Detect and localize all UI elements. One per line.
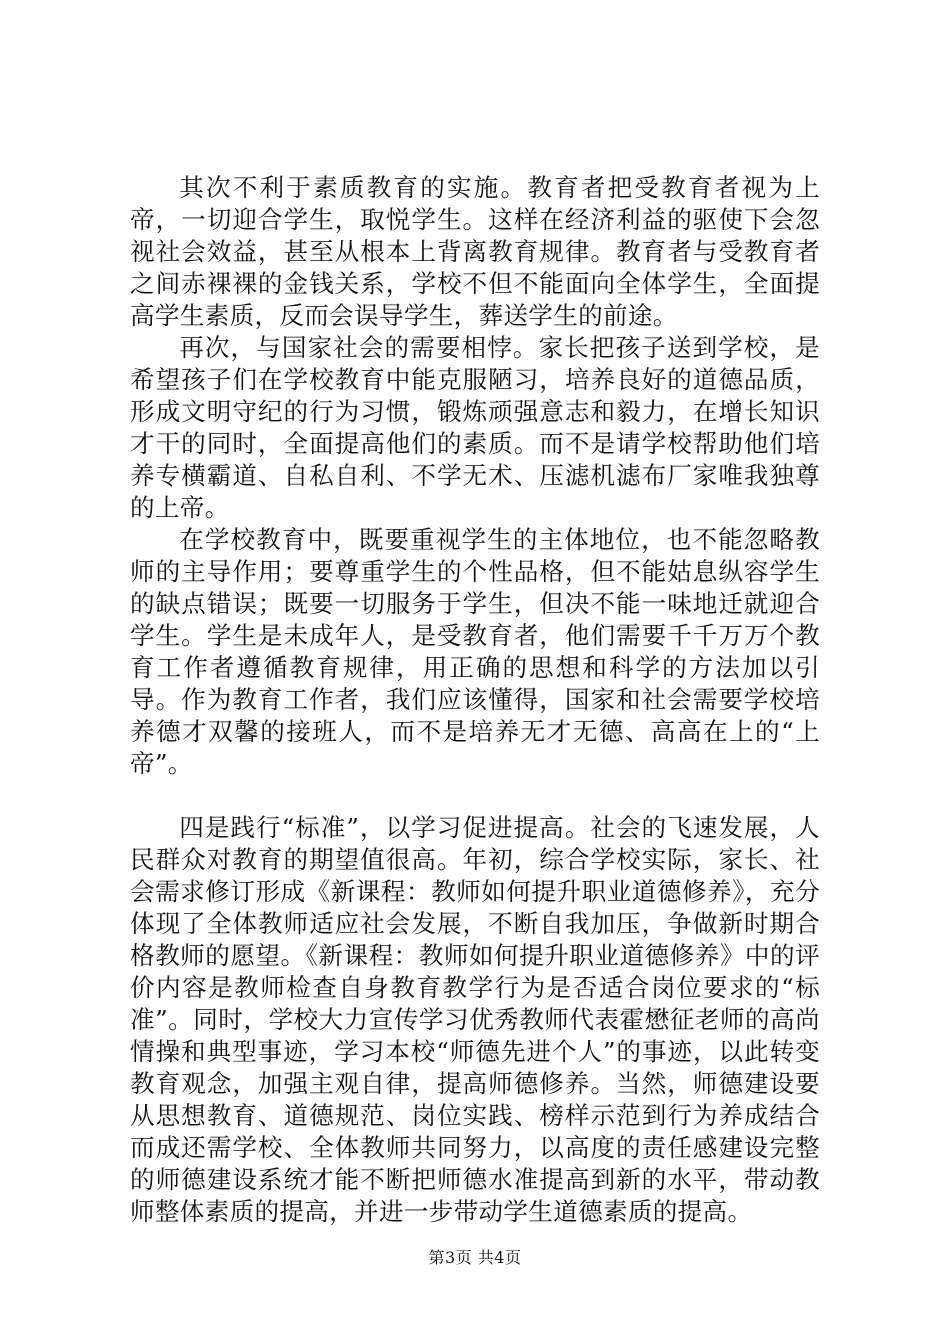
paragraph-4: 四是践行“标准”，以学习促进提高。社会的飞速发展，人民群众对教育的期望值很高。年初，综合学校实际，家长、社会需求修订形成《新课程：教师如何提升职业道德修养》，充分体现了全体教师适应社会发展，不断自我加压，争做新时期合格教师的愿望。《新课程：教师如何提升职业道德修养》中的评价内容是教师检查自身教育教学行为是否适合岗位要求的“标准”。同时，学校大力宣传学习优秀教师代表霍懋征老师的高尚情操和典型事迹，学习本校“师德先进个人”的事迹，以此转变教育观念，加强主观自律，提高师德修养。当然，师德建设要从思想教育、道德规范、岗位实践、榜样示范到行为养成结合而成还需学校、全体教师共同努力，以高度的责任感建设完整的师德建设系统才能不断把师德水准提高到新的水平，带动教师整体素质的提高，并进一步带动学生道德素质的提高。	[130, 813, 820, 1226]
document-body	[130, 172, 820, 1228]
paragraph-spacer	[130, 780, 820, 812]
paragraph-2: 再次，与国家社会的需要相悖。家长把孩子送到学校，是希望孩子们在学校教育中能克服陋习，培养良好的道德品质，形成文明守纪的行为习惯，锻炼顽强意志和毅力，在增长知识才干的同时，全面提高他们的素质。而不是请学校帮助他们培养专横霸道、自私自利、不学无术、压滤机滤布厂家唯我独尊的上帝。	[130, 333, 820, 522]
page-number-footer: 第3页 共4页	[428, 1248, 522, 1267]
paragraph-3: 在学校教育中，既要重视学生的主体地位，也不能忽略教师的主导作用；要尊重学生的个性品格，但不能姑息纵容学生的缺点错误；既要一切服务于学生，但决不能一味地迁就迎合学生。学生是未成年人，是受教育者，他们需要千千万万个教育工作者遵循教育规律，用正确的思想和科学的方法加以引导。作为教育工作者，我们应该懂得，国家和社会需要学校培养德才双馨的接班人，而不是培养无才无德、高高在上的“上帝”。	[130, 525, 820, 778]
paragraph-1: 其次不利于素质教育的实施。教育者把受教育者视为上帝，一切迎合学生，取悦学生。这样在经济利益的驱使下会忽视社会效益，甚至从根本上背离教育规律。教育者与受教育者之间赤裸裸的金钱关系，学校不但不能面向全体学生，全面提高学生素质，反而会误导学生，葬送学生的前途。	[130, 173, 820, 330]
